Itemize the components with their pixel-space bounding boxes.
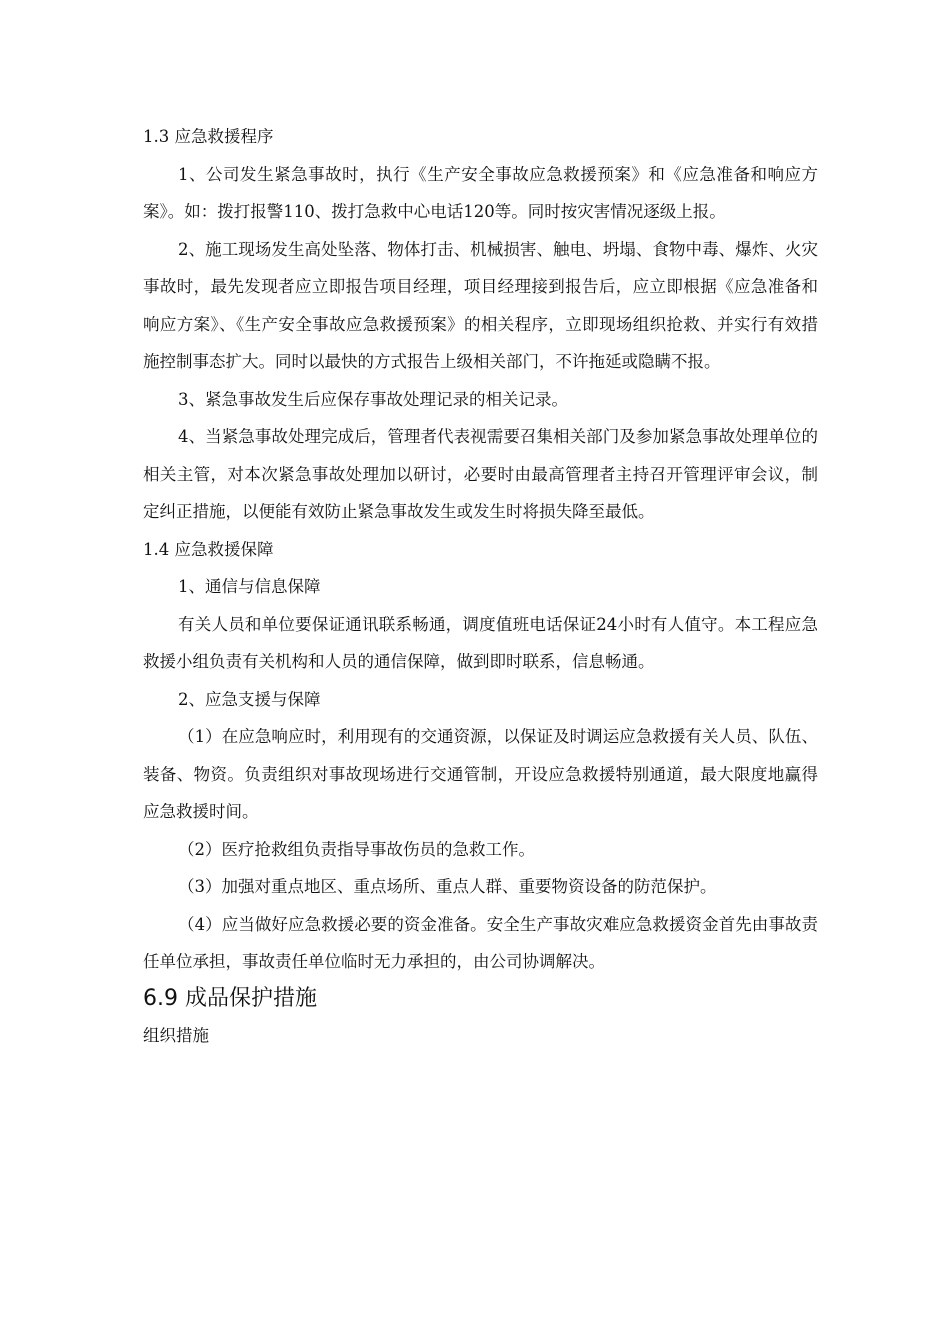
list-item-4: （4）应当做好应急救援必要的资金准备。安全生产事故灾难应急救援资金首先由事故责任单位承担，事故责任单位临时无力承担的，由公司协调解决。: [143, 914, 818, 971]
paragraph-4: 4、当紧急事故处理完成后，管理者代表视需要召集相关部门及参加紧急事故处理单位的相关主管，对本次紧急事故处理加以研讨，必要时由最高管理者主持召开管理评审会议，制定纠正措施，以便能有效防止紧急事故发生或发生时将损失降至最低。: [143, 427, 818, 521]
subheading-organization: 组织措施: [143, 1025, 209, 1045]
paragraph-2: 2、施工现场发生高处坠落、物体打击、机械损害、触电、坍塌、食物中毒、爆炸、火灾事故时，最先发现者应立即报告项目经理，项目经理接到报告后，应立即根据《应急准备和响应方案》、《生产安全事故应急救援预案》的相关程序，立即现场组织抢救、并实行有效措施控制事态扩大。同时以最快的方式报告上级相关部门，不许拖延或隐瞒不报。: [143, 239, 818, 371]
document-body: [143, 118, 818, 1054]
subheading-communication: 1、通信与信息保障: [178, 577, 321, 596]
paragraph-3: 3、紧急事故发生后应保存事故处理记录的相关记录。: [178, 389, 568, 409]
section-heading-1-3: 1.3 应急救援程序: [143, 127, 274, 146]
paragraph-communication: 有关人员和单位要保证通讯联系畅通，调度值班电话保证24小时有人值守。本工程应急救援小组负责有关机构和人员的通信保障，做到即时联系，信息畅通。: [143, 614, 818, 671]
list-item-2: （2）医疗抢救组负责指导事故伤员的急救工作。: [178, 839, 535, 859]
list-item-3: （3）加强对重点地区、重点场所、重点人群、重要物资设备的防范保护。: [178, 877, 717, 896]
subheading-support: 2、应急支援与保障: [178, 689, 321, 709]
section-heading-6-9: 6.9 成品保护措施: [143, 985, 317, 1011]
section-heading-1-4: 1.4 应急救援保障: [143, 539, 274, 559]
paragraph-1: 1、公司发生紧急事故时，执行《生产安全事故应急救援预案》和《应急准备和响应方案》。如：拨打报警110、拨打急救中心电话120等。同时按灾害情况逐级上报。: [143, 164, 818, 221]
list-item-1: （1）在应急响应时，利用现有的交通资源，以保证及时调运应急救援有关人员、队伍、装备、物资。负责组织对事故现场进行交通管制，开设应急救援特别通道，最大限度地赢得应急救援时间。: [143, 727, 818, 821]
